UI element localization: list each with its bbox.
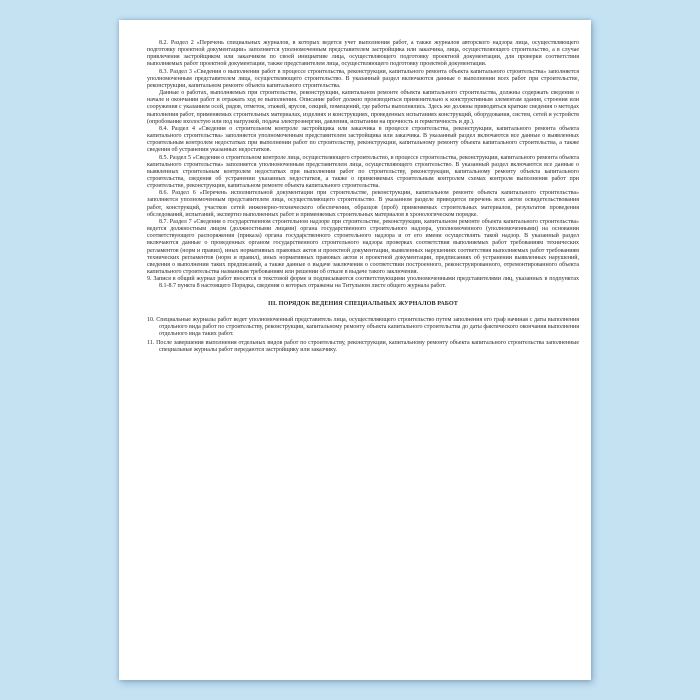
document-page bbox=[119, 20, 591, 680]
paragraph-8-7: 8.7. Раздел 7 «Сведения о государственном строительном надзоре при строительстве, реконструкции, капитальном ремонте объекта капитального строительства» ведется должностным лицом (должностными лицами) органа государственного строительного надзора, уполномоченного (уполномоченными) на основании соответствующего распоряжения (приказа) органа государственного строительного надзора и от его имени осуществлять такой надзор. В указанный раздел включаются данные о проведенных органом государственного строительного надзора проверках соответствия выполняемых работ требованиям технических регламентов (норм и правил), иных нормативных правовых актов и проектной документации, выявленных нарушениях соответствия выполняемых работ требованиям технических регламентов (норм и правил), иных нормативных правовых актов и проектной документации, предписаниях об устранении выявленных нарушений, сведения о выполнении таких предписаний, а также данные о выдаче заключения о соответствии построенного, реконструированного, отремонтированного объекта капитального строительства названным требованиям или решении об отказе в выдаче такого заключения. bbox=[147, 218, 579, 275]
paragraph-8-6: 8.6. Раздел 6 «Перечень исполнительной документации при строительстве, реконструкции, капитальном ремонте объекта капитального строительства» заполняется уполномоченным представителем лица, осуществляющего строительство. В указанном разделе приводится перечень всех актов освидетельствования работ, конструкций, участков сетей инженерно-технического обеспечения, образцов (проб) применяемых строительных материалов, результатов проведения обследований, испытаний, экспертиз выполненных работ и применяемых строительных материалов в хронологическом порядке. bbox=[147, 190, 579, 218]
item-11: 11. После завершения выполнения отдельных видов работ по строительству, реконструкции, капитальному ремонту объекта капитального строительства заполненные специальные журналы работ передаются застройщику или заказчику. bbox=[147, 340, 579, 354]
paragraph-8-3-details: Данные о работах, выполняемых при строительстве, реконструкции, капитальном ремонте объекта капитального строительства, должны содержать сведения о начале и окончании работ и отражать ход ее выполнения. Описание работ должно производиться применительно к конструктивным элементам здания, строения или сооружения с указанием осей, рядов, отметок, этажей, ярусов, секций, помещений, где работы выполнялись. Здесь же должны приводиться краткие сведения о методах выполнения работ, применяемых строительных материалах, изделиях и конструкциях, проведенных испытаниях конструкций, оборудования, систем, сетей и устройств (опробование вхолостую или под нагрузкой, подача электроэнергии, давления, испытания на прочность и герметичность и др.). bbox=[147, 90, 579, 125]
item-9: 9. Запися в общий журнал работ вносятся в текстовой форме и подписываются соответствующими уполномоченными представителями лиц, указанных в подпунктах 8.1-8.7 пункта 8 настоящего Порядка, сведения о которых отражены на Титульном листе общего журнала работ. bbox=[147, 276, 579, 290]
paragraph-8-5: 8.5. Раздел 5 «Сведения о строительном контроле лица, осуществляющего строительство, в процессе строительства, реконструкции, капитального ремонта объекта капитального строительства» заполняется уполномоченным представителем лица, осуществляющего строительство. В указанный раздел включаются все данные о выявленных строительным контролем недостатках при выполнении работ по строительству, реконструкции, капитальному ремонту объекта капитального строительства, сведения об устранении указанных недостатков, а также о применяемых строительным контролем схемах контроля выполнения работ при строительстве, реконструкции, капитальном ремонте объекта капитального строительства. bbox=[147, 154, 579, 190]
section-heading: III. ПОРЯДОК ВЕДЕНИЯ СПЕЦИАЛЬНЫХ ЖУРНАЛОВ РАБОТ bbox=[268, 300, 458, 308]
paragraph-8-3: 8.3. Раздел 3 «Сведения о выполнении работ в процессе строительства, реконструкции, капитального ремонта объекта капитального строительства» заполняется уполномоченным представителем лица, осуществляющего строительство. В указанный раздел включаются данные о выполнении всех работ при строительстве, реконструкции, капитальном ремонте объекта капитального строительства. bbox=[147, 68, 579, 89]
paragraph-8-4: 8.4. Раздел 4 «Сведения о строительном контроле застройщика или заказчика в процессе строительства, реконструкции, капитального ремонта объекта капитального строительства» заполняется уполномоченным представителем застройщика или заказчика. В указанный раздел включаются все данные о выявленных строительным контролем недостатках при выполнении работ по строительству, реконструкции, капитальному ремонту объекта капитального строительства, а также сведения об устранении указанных недостатков. bbox=[147, 125, 579, 154]
paragraph-8-2: 8.2. Раздел 2 «Перечень специальных журналов, в которых ведется учет выполнения работ, а также журналов авторского надзора лица, осуществляющего подготовку проектной документации» заполняется уполномоченным представителем застройщика или заказчика, лица, осуществляющего строительство, а в случае привлечения застройщиком или заказчиком по своей инициативе лица, осуществляющего подготовку проектной документации, для проверки соответствия выполняемых работ проектной документации, также представителем лица, осуществляющего подготовку проектной документации. bbox=[147, 40, 579, 68]
item-10: 10. Специальные журналы работ ведет уполномоченный представитель лица, осуществляющего строительство путем заполнения его граф начиная с даты выполнения отдельного вида работ по строительству, реконструкции, капитальному ремонту объекта капитального строительства до даты фактического окончания выполнения отдельного вида таких работ. bbox=[147, 316, 579, 337]
